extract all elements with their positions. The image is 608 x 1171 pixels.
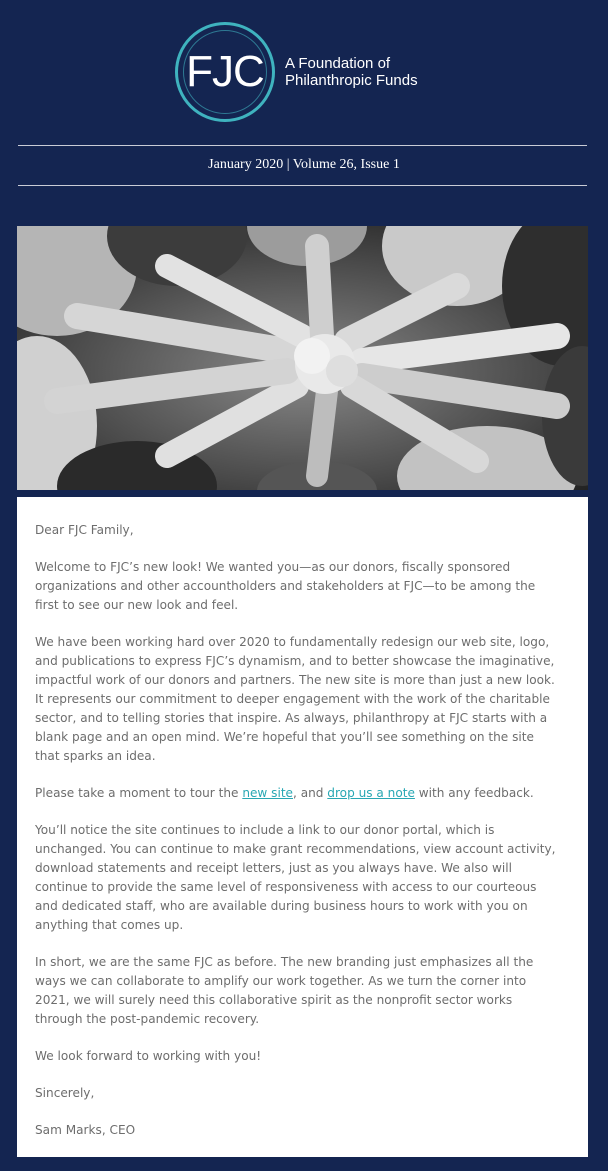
signature: Sam Marks, CEO — [35, 1123, 136, 1137]
logo[interactable]: FJC — [186, 47, 264, 96]
new-site-link[interactable]: new site — [242, 786, 293, 800]
tagline — [285, 55, 455, 89]
paragraph-tour — [35, 784, 560, 803]
tour-text-before: Please take a moment to tour the — [35, 786, 243, 800]
issue-label: January 2020 | Volume 26, Issue 1 — [208, 157, 400, 172]
tagline-line2: Philanthropic Funds — [285, 72, 418, 89]
paragraph-portal: You’ll notice the site continues to include a link to our donor portal, which is unchanged. You can continue to make grant recommendations, view account activity, download statements and receipt letters, just as you always have. We also will continue to provide the same level of responsiveness with access to our courteous and dedicated staff, who are available during business hours to work with you on anything that comes up. — [35, 823, 556, 932]
tour-text-middle: , and — [293, 786, 328, 800]
tagline-line1: A Foundation of — [285, 55, 391, 72]
greeting: Dear FJC Family, — [35, 523, 134, 537]
paragraph-forward: We look forward to working with you! — [35, 1049, 262, 1063]
photo-illustration — [17, 226, 588, 490]
paragraph-redesign: We have been working hard over 2020 to fundamentally redesign our web site, logo, and publications to express FJC’s dynamism, and to better showcase the imaginative, impactful work of our donors and partners. The new site is more than just a new look. It represents our commitment to deeper engagement with the work of the charitable sector, and to telling stories that inspire. As always, philanthropy at FJC starts with a blank page and an open mind. We’re hopeful that you’ll see something on the site that sparks an idea. — [35, 635, 555, 763]
hands-together-photo — [17, 226, 588, 490]
divider-top — [18, 145, 587, 146]
drop-us-a-note-link[interactable]: drop us a note — [327, 786, 415, 800]
header — [0, 0, 608, 145]
letter-body — [35, 521, 560, 1158]
closing: Sincerely, — [35, 1086, 95, 1100]
letter-card — [17, 497, 588, 1157]
tour-text-after: with any feedback. — [414, 786, 534, 800]
paragraph-welcome: Welcome to FJC’s new look! We wanted you—as our donors, fiscally sponsored organizations and other accountholders and stakeholders at FJC—to be among the first to see our new look and feel. — [35, 560, 536, 612]
divider-bottom — [18, 185, 587, 186]
paragraph-collaboration: In short, we are the same FJC as before. The new branding just emphasizes all the ways we can collaborate to amplify our work together. As we turn the corner into 2021, we will surely need this collaborative spirit as the nonprofit sector works through the post-pandemic recovery. — [35, 955, 534, 1026]
